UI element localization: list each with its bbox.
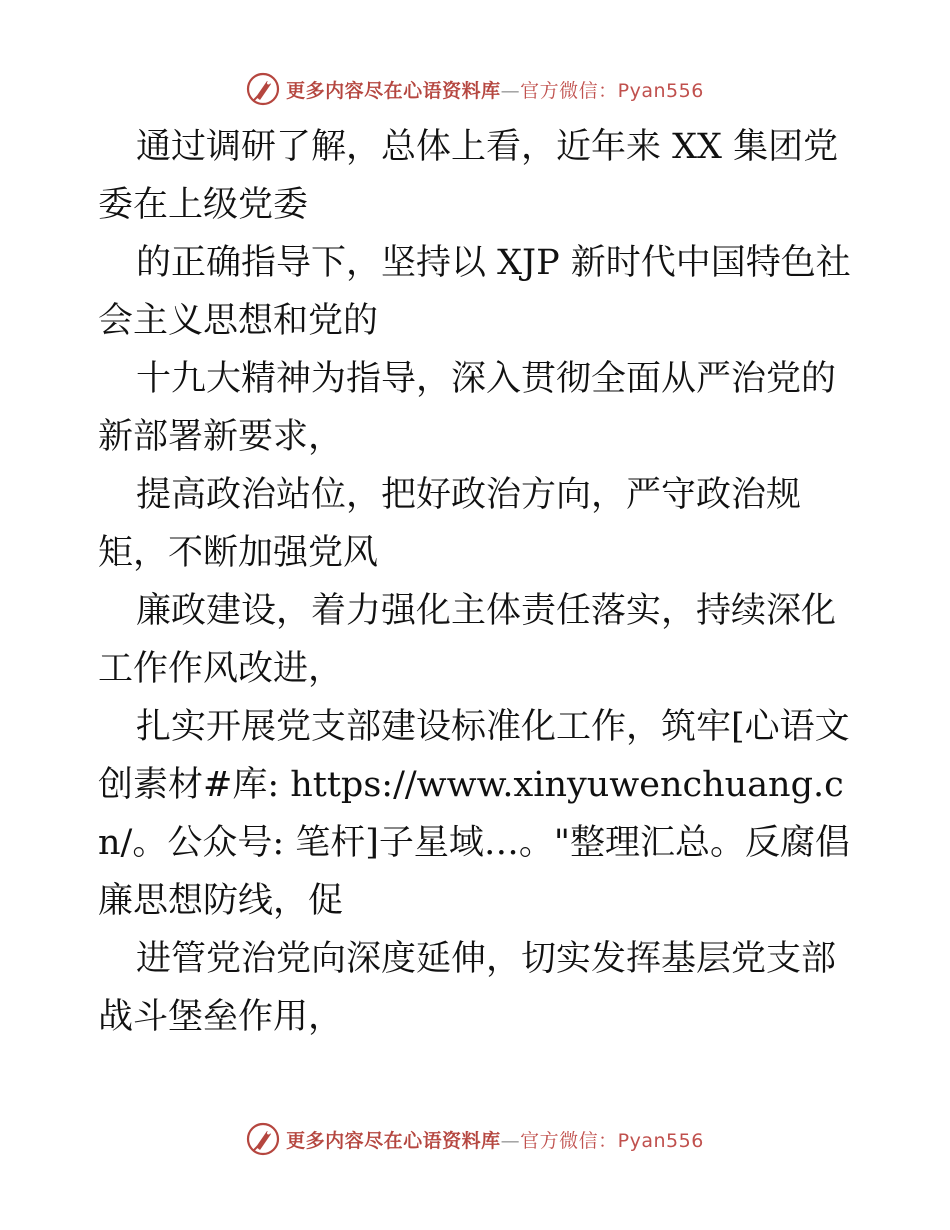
pen-nib-icon	[246, 1122, 280, 1156]
document-body	[98, 118, 854, 1046]
footer-banner-text	[286, 1126, 704, 1153]
header-site-text: 更多内容尽在心语资料库	[286, 79, 501, 102]
footer-site-text: 更多内容尽在心语资料库	[286, 1129, 501, 1152]
paragraph-4: 提高政治站位，把好政治方向，严守政治规矩，不断加强党风	[98, 475, 802, 573]
header-banner-text	[286, 76, 704, 103]
paragraph-3: 十九大精神为指导，深入贯彻全面从严治党的新部署新要求，	[98, 359, 837, 457]
paragraph-7: 进管党治党向深度延伸，切实发挥基层党支部战斗堡垒作用，	[98, 939, 837, 1037]
footer-wechat-text: 官方微信：Pyan556	[520, 1129, 704, 1152]
paragraph-6: 扎实开展党支部建设标准化工作，筑牢[心语文创素材#库: https://www.xinyuwenchuang.cn/。公众号: 笔杆]子星域…。"整理汇总。反腐倡廉思想防线，促	[98, 707, 851, 921]
header-banner	[0, 72, 950, 106]
footer-banner	[0, 1122, 950, 1156]
header-separator: —	[500, 79, 521, 102]
paragraph-5: 廉政建设，着力强化主体责任落实，持续深化工作作风改进，	[98, 591, 837, 689]
footer-separator: —	[500, 1129, 521, 1152]
pen-nib-icon	[246, 72, 280, 106]
header-wechat-text: 官方微信：Pyan556	[520, 79, 704, 102]
paragraph-1: 通过调研了解，总体上看，近年来 XX 集团党委在上级党委	[98, 127, 839, 225]
paragraph-2: 的正确指导下，坚持以 XJP 新时代中国特色社会主义思想和党的	[98, 243, 851, 341]
